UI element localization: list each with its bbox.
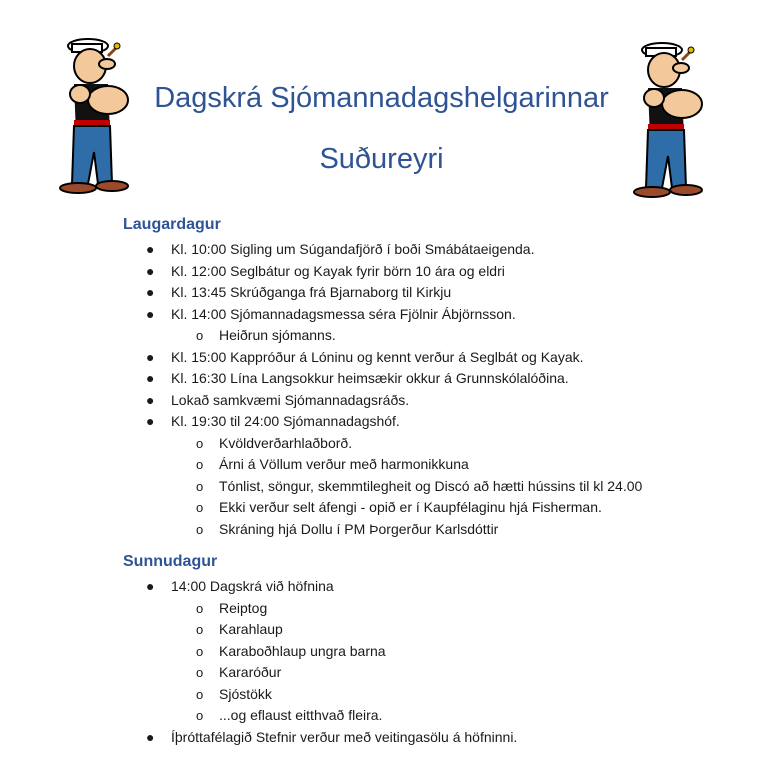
list-item: [0, 662, 517, 684]
list-item: [0, 411, 642, 433]
list-item: [0, 727, 517, 749]
list-item-text: Lokað samkvæmi Sjómannadagsráðs.: [171, 391, 410, 408]
sub-bullet-icon: o: [196, 643, 204, 659]
sub-bullet-icon: o: [196, 328, 204, 343]
list-item-text: Kl. 13:45 Skrúðganga frá Bjarnaborg til Kirkju: [171, 284, 452, 300]
list-item-text: Skráning hjá Dollu í PM Þorgerður Karlsdóttir: [219, 520, 499, 537]
list-item-text: Kl. 12:00 Seglbátur og Kayak fyrir börn 10 ára og eldri: [171, 262, 505, 279]
sub-bullet-icon: o: [196, 622, 204, 637]
list-item-text: Kl. 16:30 Lína Langsokkur heimsækir okkur á Grunnskólalóðina.: [171, 370, 569, 386]
sub-bullet-icon: o: [196, 600, 204, 616]
bullet-icon: ●: [146, 728, 155, 745]
list-item-text: Íþróttafélagið Stefnir verður með veitingasölu á höfninni.: [171, 728, 518, 745]
bullet-icon: ●: [146, 284, 155, 300]
list-item: [0, 598, 517, 620]
list-item: [0, 641, 517, 663]
sub-bullet-icon: o: [196, 435, 204, 451]
bullet-icon: ●: [146, 391, 155, 408]
list-item: [0, 476, 642, 498]
list-item: [0, 347, 642, 369]
list-item-text: Árni á Völlum verður með harmonikkuna: [219, 456, 469, 472]
list-item-text: Kl. 14:00 Sjómannadagsmessa séra Fjölnir Ábjörnsson.: [171, 305, 516, 322]
list-item-text: Heiðrun sjómanns.: [219, 327, 336, 343]
list-item: [0, 454, 642, 476]
list-item: [0, 368, 642, 390]
list-item: [0, 390, 642, 412]
list-item: [0, 325, 642, 347]
sub-bullet-icon: o: [196, 478, 204, 494]
bullet-icon: ●: [146, 305, 155, 322]
bullet-icon: ●: [146, 413, 155, 429]
sub-bullet-icon: o: [196, 500, 204, 515]
sub-bullet-icon: o: [196, 686, 204, 702]
list-item: [0, 261, 642, 283]
bullet-icon: ●: [146, 578, 155, 594]
bullet-icon: ●: [146, 348, 155, 365]
list-item: [0, 576, 517, 598]
list-item: [0, 705, 517, 727]
sub-bullet-icon: o: [196, 708, 204, 723]
list-item: [0, 433, 642, 455]
schedule-list-sunnudagur: [0, 576, 517, 748]
sub-bullet-icon: o: [196, 665, 204, 680]
bullet-icon: ●: [146, 370, 155, 386]
bullet-icon: ●: [146, 241, 155, 257]
list-item: [0, 282, 642, 304]
list-item: [0, 619, 517, 641]
list-item-text: Karahlaup: [219, 621, 283, 637]
list-item-text: Kl. 10:00 Sigling um Súgandafjörð í boði Smábátaeigenda.: [171, 241, 535, 257]
section-heading-laugardagur: Laugardagur: [123, 216, 221, 233]
list-item-text: Kararóður: [219, 664, 282, 680]
bullet-icon: ●: [146, 262, 155, 279]
schedule-list-laugardagur: [0, 239, 642, 540]
list-item: [0, 304, 642, 326]
list-item: [0, 239, 642, 261]
list-item: [0, 497, 642, 519]
list-item-text: Kvöldverðarhlaðborð.: [219, 434, 353, 451]
list-item-text: Reiptog: [219, 599, 268, 616]
section-heading-sunnudagur: Sunnudagur: [123, 553, 218, 570]
list-item: [0, 684, 517, 706]
list-item-text: Tónlist, söngur, skemmtilegheit og Discó að hætti hússins til kl 24.00: [219, 477, 643, 494]
page-subtitle: Suðureyri: [319, 143, 444, 175]
list-item-text: Kl. 19:30 til 24:00 Sjómannadagshóf.: [171, 413, 400, 429]
page-title: Dagskrá Sjómannadagshelgarinnar: [154, 82, 609, 114]
list-item: [0, 519, 642, 541]
list-item-text: Kl. 15:00 Kappróður á Lóninu og kennt verður á Seglbát og Kayak.: [171, 348, 584, 365]
list-item-text: Karaboðhlaup ungra barna: [219, 642, 386, 659]
list-item-text: Ekki verður selt áfengi - opið er í Kaupfélaginu hjá Fisherman.: [219, 499, 602, 515]
list-item-text: 14:00 Dagskrá við höfnina: [171, 578, 334, 594]
sub-bullet-icon: o: [196, 457, 204, 472]
list-item-text: Sjóstökk: [219, 685, 272, 702]
list-item-text: ...og eflaust eitthvað fleira.: [219, 707, 383, 723]
sub-bullet-icon: o: [196, 521, 204, 537]
